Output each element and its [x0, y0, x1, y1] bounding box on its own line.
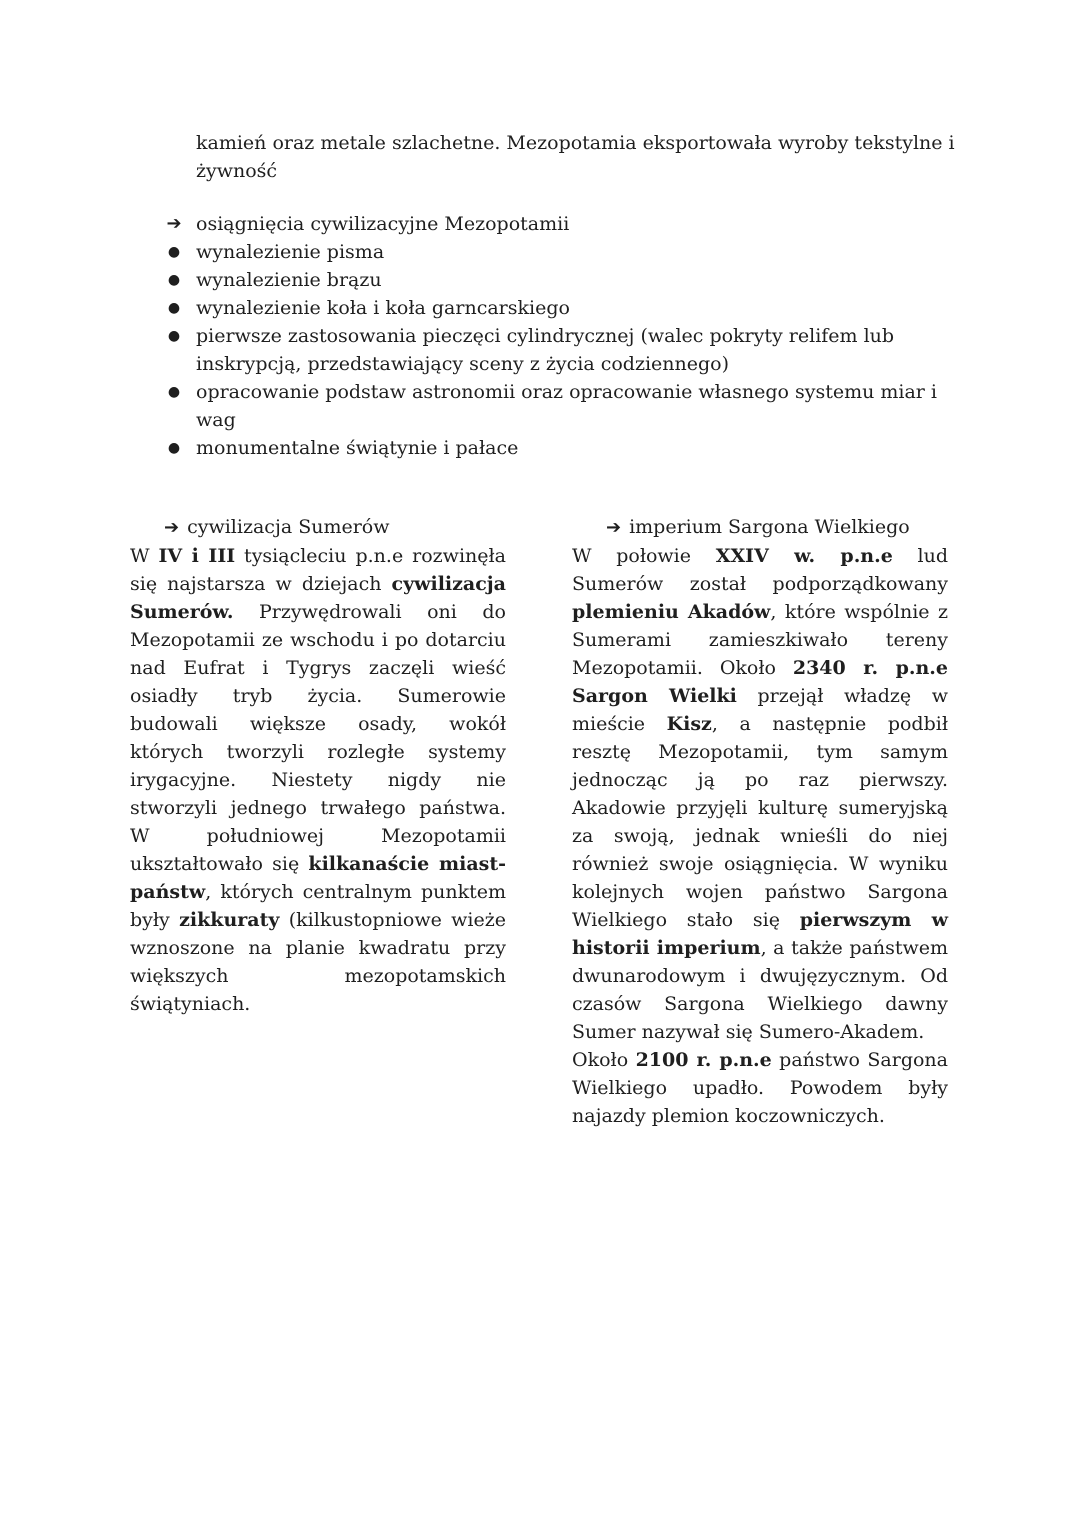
list-item: ● wynalezienie pisma	[160, 238, 960, 266]
bullet-icon: ●	[167, 328, 181, 344]
text-run: tysiącleciu p.n.e rozwinęła się najstarsza w dziejach	[130, 545, 506, 595]
arrow-icon: ➔	[166, 213, 182, 234]
bold-text: 2340 r. p.n.e Sargon Wielki	[572, 657, 948, 707]
text-run: lud Sumerów został podporządkowany	[572, 545, 948, 595]
sargon-heading: ➔ imperium Sargona Wielkiego	[606, 516, 910, 538]
achievements-list	[160, 210, 960, 462]
bold-text: zikkuraty	[179, 909, 280, 931]
text-run: Przywędrowali oni do Mezopotamii ze wschodu i po dotarciu nad Eufrat i Tygrys zaczęli wieść osiadły tryb życia. Sumerowie budowali większe osady, wokół których tworzyli rozległe systemy irygacyjne. Niestety nigdy nie stworzyli jednego trwałego państwa. W południowej Mezopotamii ukształtowało się	[130, 601, 506, 875]
list-item: ● wynalezienie brązu	[160, 266, 960, 294]
list-item: ● opracowanie podstaw astronomii oraz opracowanie własnego systemu miar i wag	[160, 378, 960, 434]
sargon-paragraph-1	[572, 542, 948, 1046]
bullet-icon: ●	[167, 244, 181, 260]
text-run: (kilkustopniowe wieże wznoszone na planie kwadratu przy większych mezopotamskich świątyniach.	[130, 909, 506, 1015]
bold-text: cywilizacja Sumerów.	[130, 573, 506, 623]
bullet-icon: ●	[167, 300, 181, 316]
bold-text: kilkanaście miast-państw	[130, 853, 506, 903]
bullet-icon: ●	[167, 440, 181, 456]
text-run: , a także państwem dwunarodowym i dwujęzycznym. Od czasów Sargona Wielkiego dawny Sumer nazywał się Sumero-Akadem.	[572, 937, 948, 1043]
bold-text: Kisz	[666, 713, 712, 735]
bold-text: 2100 r. p.n.e	[635, 1049, 772, 1071]
text-run: W połowie	[572, 545, 716, 567]
text-run: , a następnie podbił resztę Mezopotamii, tym samym jednocząc ją po raz pierwszy. Akadowie przyjęli kulturę sumeryjską za swoją, jednak wnieśli do niej również swoje osiągnięcia. W wyniku kolejnych wojen państwo Sargona Wielkiego stało się	[572, 713, 948, 931]
sumer-column	[130, 513, 506, 1018]
intro-paragraph: kamień oraz metale szlachetne. Mezopotamia eksportowała wyroby tekstylne i żywność	[196, 132, 955, 182]
arrow-icon: ➔	[164, 517, 180, 538]
text-run: , które wspólnie z Sumerami zamieszkiwało tereny Mezopotamii. Około	[572, 601, 948, 679]
sumer-heading: ➔ cywilizacja Sumerów	[164, 516, 390, 538]
list-item: ● wynalezienie koła i koła garncarskiego	[160, 294, 960, 322]
text-run: Około	[572, 1049, 636, 1071]
list-item: ● monumentalne świątynie i pałace	[160, 434, 960, 462]
bold-text: plemieniu Akadów	[572, 601, 771, 623]
text-run: , których centralnym punktem były	[130, 881, 506, 931]
achievements-heading: ➔ osiągnięcia cywilizacyjne Mezopotamii	[160, 210, 960, 238]
sumer-paragraph	[130, 542, 506, 1018]
bold-text: XXIV w. p.n.e	[715, 545, 893, 567]
text-run: państwo Sargona Wielkiego upadło. Powodem były najazdy plemion koczowniczych.	[572, 1049, 948, 1127]
text-run: przejął władzę w mieście	[572, 685, 948, 735]
bullet-icon: ●	[167, 272, 181, 288]
text-run: W	[130, 545, 159, 567]
sargon-paragraph-2	[572, 1046, 948, 1130]
list-item: ● pierwsze zastosowania pieczęci cylindrycznej (walec pokryty relifem lub inskrypcją, przedstawiający sceny z życia codziennego)	[160, 322, 960, 378]
bold-text: IV i III	[158, 545, 236, 567]
bold-text: pierwszym w historii imperium	[572, 909, 949, 959]
bullet-icon: ●	[167, 384, 181, 400]
arrow-icon: ➔	[606, 517, 622, 538]
sargon-column	[572, 513, 948, 1130]
